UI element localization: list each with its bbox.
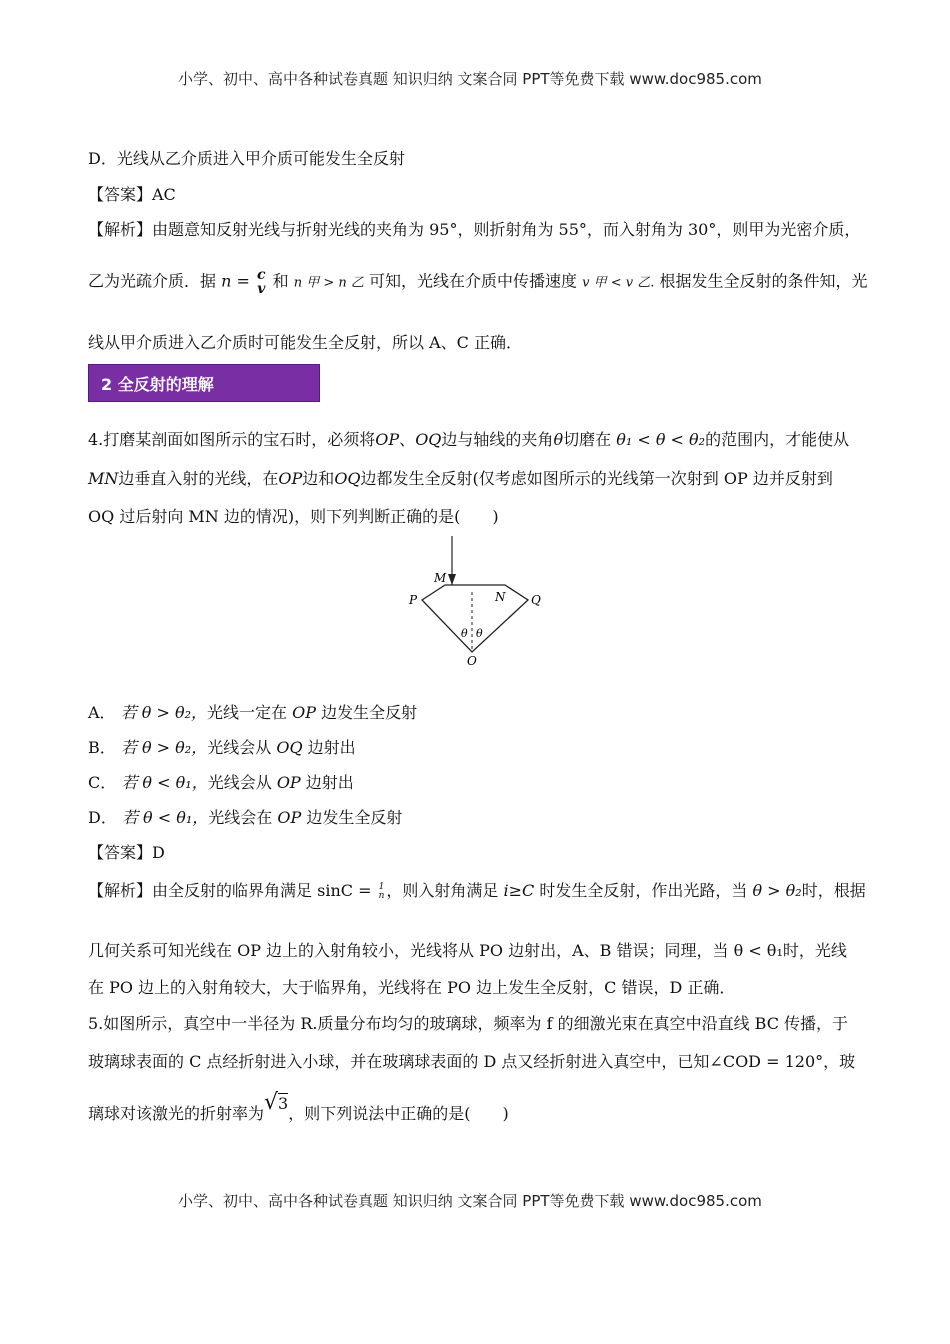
- option-text-b: 边发生全反射: [306, 808, 403, 827]
- gem-cross-section-figure: [400, 530, 560, 670]
- q4-line1-op: OP: [375, 430, 400, 449]
- page-footer: 小学、初中、高中各种试卷真题 知识归纳 文案合同 PPT等免费下载 www.doc985.com: [178, 1192, 762, 1210]
- option-condition: 若 θ < θ₁，: [121, 808, 209, 827]
- option-condition: 若 θ > θ₂，: [120, 703, 208, 722]
- option-text-a: 光线一定在: [207, 703, 288, 722]
- q3-analysis-line2: [88, 268, 867, 296]
- q4-line3: OQ 过后射向 MN 边的情况)，则下列判断正确的是( ): [88, 507, 499, 526]
- q4-line2-op: OP: [278, 469, 303, 488]
- q3-frac-den: v: [257, 281, 266, 297]
- q3-ineq: n 甲 > n 乙: [293, 275, 364, 291]
- q3-analysis-line3: 线从甲介质进入乙介质时可能发生全反射，所以 A、C 正确．: [88, 333, 522, 352]
- q4-line1-range: θ₁ < θ < θ₂: [616, 430, 706, 449]
- option-text-a: 光线会从: [207, 773, 272, 792]
- q3-answer: 【答案】AC: [88, 185, 176, 204]
- q3-frac-num: c: [257, 267, 266, 283]
- q4-line1: [88, 427, 849, 450]
- option-text-a: 光线会从: [207, 738, 272, 757]
- q4-line1-d: 的范围内，才能使从: [705, 430, 850, 449]
- q4-option-a: [88, 700, 417, 723]
- option-edge: OP: [292, 703, 317, 722]
- q4-line2-c: 边都发生全反射(仅考虑如图所示的光线第一次射到 OP 边并反射到: [360, 469, 833, 488]
- q4-analysis-text-d: 时，根据: [801, 881, 866, 900]
- q4-answer: 【答案】D: [88, 843, 165, 862]
- q4-line1-oq: OQ: [415, 430, 442, 449]
- label-theta-right: θ: [476, 627, 483, 640]
- section-title-bar: [88, 364, 320, 402]
- q5-line3: [88, 1090, 509, 1125]
- option-label: C．: [88, 773, 117, 792]
- gem-outline: [422, 585, 528, 652]
- label-p: P: [409, 593, 418, 607]
- q5-line3-b: ，则下列说法中正确的是( ): [288, 1104, 509, 1123]
- q4-analysis-text-a: 【解析】由全反射的临界角满足: [88, 881, 313, 900]
- q4-frac-num: 1: [378, 881, 385, 892]
- q3-analysis-text-d: 根据发生全反射的条件知，光: [659, 271, 868, 291]
- sqrt-expression: [264, 1090, 289, 1115]
- option-text-b: 边射出: [305, 773, 354, 792]
- q4-option-d: [88, 805, 402, 828]
- option-condition: 若 θ < θ₁，: [121, 773, 208, 792]
- q4-analysis-text-c: 时发生全反射，作出光路，当: [539, 881, 748, 900]
- q4-line1-theta: θ: [553, 430, 564, 449]
- option-label: B．: [88, 738, 116, 757]
- q4-fraction: [379, 883, 385, 901]
- q4-analysis-theta: θ > θ₂: [752, 881, 802, 900]
- q4-analysis-cond: i≥C: [503, 881, 535, 900]
- q4-line1-a: 4.打磨某剖面如图所示的宝石时，必须将: [88, 430, 376, 449]
- option-edge: OQ: [276, 738, 303, 757]
- option-text-a: 光线会在: [208, 808, 273, 827]
- q5-line1: 5.如图所示，真空中一半径为 R.质量分布均匀的玻璃球，频率为 f 的细激光束在真空中沿直线 BC 传播，于: [88, 1014, 849, 1033]
- q5-line3-a: 璃球对该激光的折射率为: [88, 1104, 265, 1123]
- q3-analysis-text-a: 乙为光疏介质．据: [88, 271, 217, 291]
- label-m: M: [434, 571, 447, 585]
- option-edge: OP: [276, 773, 301, 792]
- q4-line1-b: 边与轴线的夹角: [441, 430, 554, 449]
- label-theta-left: θ: [461, 627, 468, 640]
- q5-line2: 玻璃球表面的 C 点经折射进入小球，并在玻璃球表面的 D 点又经折射进入真空中，已知∠COD = 120°，玻: [88, 1052, 856, 1071]
- q4-sin-c: sinC =: [317, 881, 372, 900]
- q4-line2-b: 边和: [302, 469, 335, 488]
- q3-fraction: [257, 268, 266, 296]
- option-condition: 若 θ > θ₂，: [120, 738, 208, 757]
- q4-option-b: [88, 735, 356, 758]
- q4-analysis-line2: 几何关系可知光线在 OP 边上的入射角较小，光线将从 PO 边射出，A、B 错误；同理，当 θ < θ₁时，光线: [88, 941, 847, 960]
- q3-speed: v 甲 < v 乙.: [582, 275, 655, 291]
- q4-line1-c: 切磨在: [563, 430, 612, 449]
- q3-analysis-text-c: 可知，光线在介质中传播速度: [369, 271, 578, 291]
- option-text-b: 边射出: [307, 738, 356, 757]
- q4-analysis-line3: 在 PO 边上的入射角较大，大于临界角，光线将在 PO 边上发生全反射，C 错误，D 正确．: [88, 978, 736, 997]
- q4-analysis-line1: [88, 878, 866, 901]
- page-header: 小学、初中、高中各种试卷真题 知识归纳 文案合同 PPT等免费下载 www.doc985.com: [178, 70, 762, 88]
- q4-line2: [88, 466, 833, 489]
- q4-line2-oq: OQ: [334, 469, 361, 488]
- option-edge: OP: [277, 808, 302, 827]
- label-q: Q: [531, 593, 541, 607]
- option-text-b: 边发生全反射: [321, 703, 418, 722]
- q4-frac-den: n: [378, 890, 385, 901]
- section-title: 2 全反射的理解: [101, 375, 214, 394]
- q3-analysis-text-b: 和: [272, 271, 289, 291]
- label-n: N: [495, 590, 506, 604]
- q4-option-c: [88, 770, 354, 793]
- q4-analysis-text-b: ，则入射角满足: [386, 881, 499, 900]
- sqrt-symbol: √: [264, 1090, 279, 1115]
- q4-line2-mn: MN: [88, 469, 119, 488]
- q4-line1-sep: 、: [399, 430, 416, 449]
- q3-analysis-line1: 【解析】由题意知反射光线与折射光线的夹角为 95°，则折射角为 55°，而入射角为 30°，则甲为光密介质，: [88, 220, 861, 239]
- q4-line2-a: 边垂直入射的光线，在: [118, 469, 279, 488]
- sqrt-value: 3: [278, 1094, 289, 1113]
- incident-ray-arrowhead: [448, 574, 456, 585]
- option-label: A．: [88, 703, 116, 722]
- q3-eq-n: n =: [221, 271, 250, 291]
- q3-option-d: D．光线从乙介质进入甲介质可能发生全反射: [88, 149, 405, 168]
- label-o: O: [467, 654, 477, 668]
- option-label: D．: [88, 808, 117, 827]
